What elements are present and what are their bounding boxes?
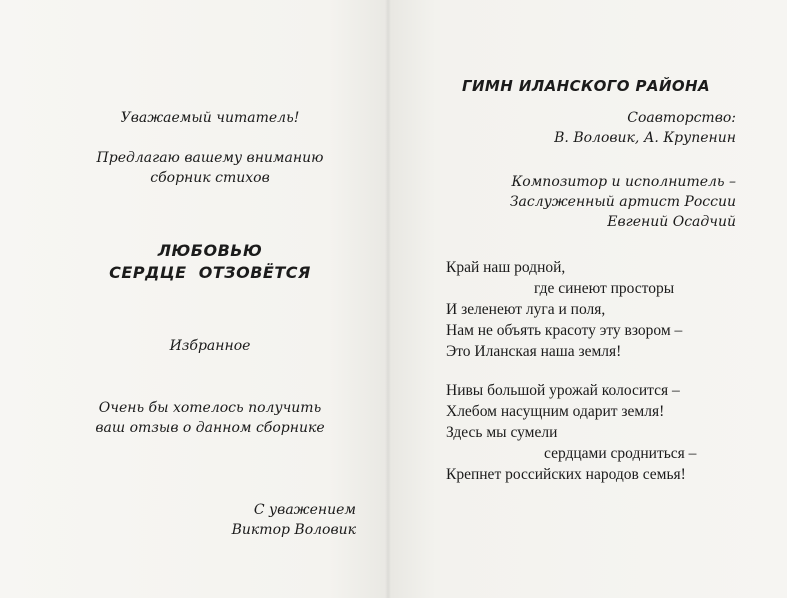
greeting-text: Уважаемый читатель! <box>120 110 300 126</box>
signature-line: С уважением <box>253 502 356 518</box>
poem-line: где синеют просторы <box>534 280 675 297</box>
feedback-request-line: Очень бы хотелось получить <box>98 400 322 416</box>
poem-line: Хлебом насущним одарит земля! <box>446 403 665 420</box>
feedback-request <box>40 398 380 438</box>
composer-line: Евгений Осадчий <box>607 214 736 230</box>
poem-line: Нивы большой урожай колосится – <box>446 382 680 399</box>
poem-line: Крепнет российских народов семья! <box>446 466 686 483</box>
poem-stanza-1 <box>446 257 746 362</box>
poem-line: Нам не объять красоту эту взором – <box>446 322 683 339</box>
hymn-title: ГИМН ИЛАНСКОГО РАЙОНА <box>462 77 711 95</box>
intro-text <box>40 148 380 188</box>
selected-label: Избранное <box>169 338 251 354</box>
signature-line: Виктор Воловик <box>231 522 356 538</box>
poem-line: И зеленеют луга и поля, <box>446 301 606 318</box>
author-signature <box>180 500 356 540</box>
book-gutter <box>385 0 391 598</box>
intro-line: сборник стихов <box>150 170 270 186</box>
poem-line: Здесь мы сумели <box>446 424 558 441</box>
coauthors-line: Соавторство: <box>627 110 736 126</box>
book-title-line: ЛЮБОВЬЮ <box>157 241 263 260</box>
poem-line: сердцами сродниться – <box>544 445 697 462</box>
poem-line: Край наш родной, <box>446 259 566 276</box>
coauthors-credit <box>500 108 736 148</box>
book-title-line: СЕРДЦЕ ОТЗОВЁТСЯ <box>109 263 311 282</box>
intro-line: Предлагаю вашему вниманию <box>96 150 324 166</box>
composer-credit <box>470 172 736 232</box>
poem-line: Это Иланская наша земля! <box>446 343 622 360</box>
composer-line: Композитор и исполнитель – <box>511 174 736 190</box>
feedback-request-line: ваш отзыв о данном сборнике <box>95 420 325 436</box>
book-title <box>70 240 350 284</box>
poem-stanza-2 <box>446 380 746 485</box>
composer-line: Заслуженный артист России <box>509 194 736 210</box>
coauthors-line: В. Воловик, А. Крупенин <box>554 130 736 146</box>
